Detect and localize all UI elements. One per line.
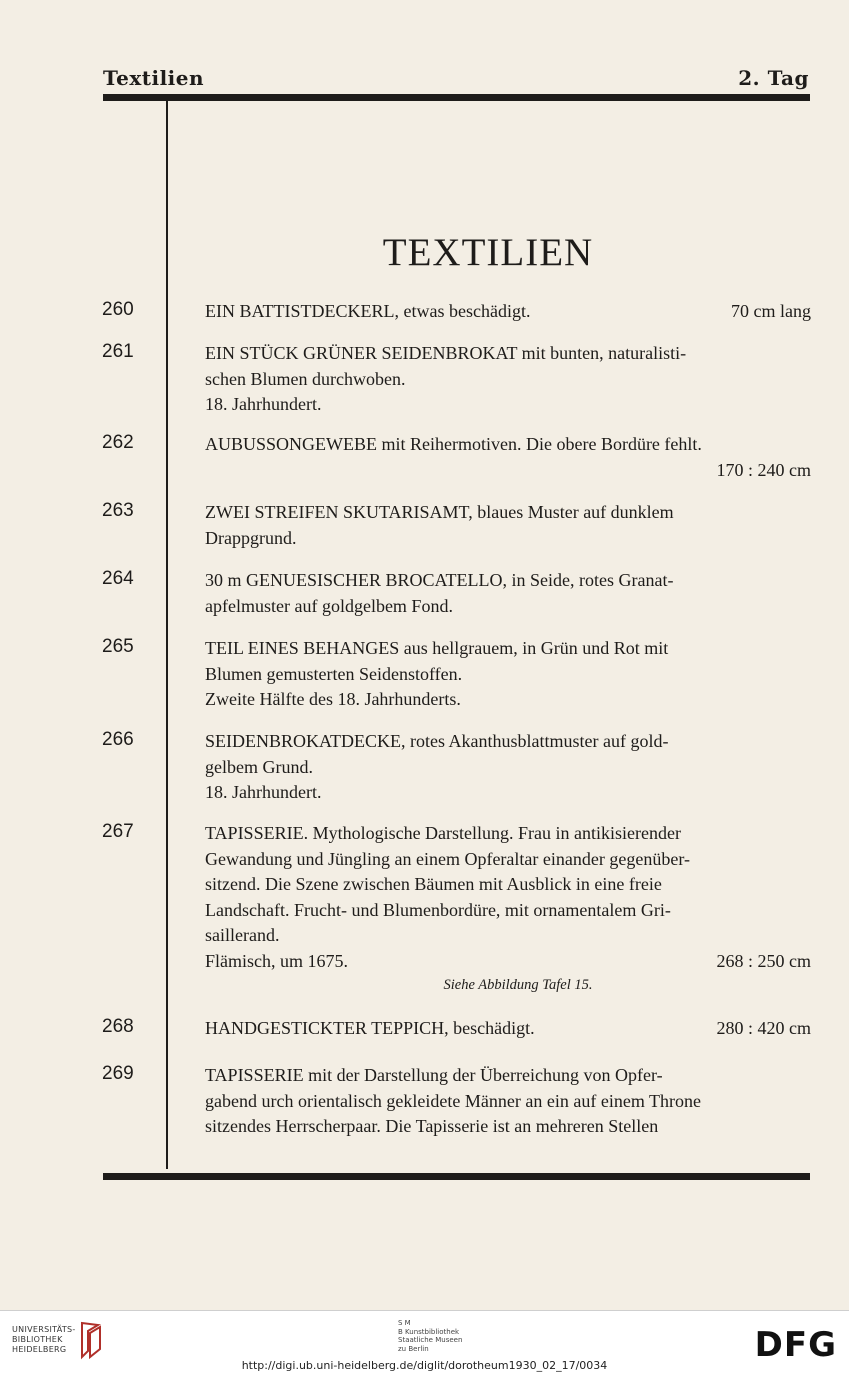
- entry-text: [205, 568, 811, 619]
- entry-text: [205, 341, 811, 418]
- entry-number: 260: [102, 299, 134, 320]
- entry-line: Drappgrund.: [205, 527, 297, 548]
- entry-number: 264: [102, 568, 134, 589]
- entry-description: HANDGESTICKTER TEPPICH, beschädigt.: [205, 1018, 535, 1038]
- entry-line: apfelmuster auf goldgelbem Fond.: [205, 595, 453, 616]
- entry-number: 263: [102, 500, 134, 521]
- entry-line: gelbem Grund.: [205, 756, 313, 777]
- running-header-section: Textilien: [103, 66, 205, 90]
- entry-text: [205, 821, 811, 996]
- entry-number: 267: [102, 821, 134, 842]
- entry-line: ZWEI STREIFEN SKUTARISAMT, blaues Muster auf dunklem: [205, 502, 674, 522]
- uni-label-line: BIBLIOTHEK: [12, 1335, 63, 1344]
- entry-line: [205, 299, 811, 325]
- top-rule: [103, 94, 810, 101]
- entry-dimensions: 70 cm lang: [731, 301, 811, 321]
- permalink-url[interactable]: http://digi.ub.uni-heidelberg.de/diglit/dorotheum1930_02_17/0034: [241, 1359, 608, 1372]
- entry-line: [205, 1016, 811, 1042]
- entry-line: TAPISSERIE mit der Darstellung der Überreichung von Opfer-: [205, 1065, 663, 1085]
- museum-credit: [398, 1319, 462, 1353]
- entry-number: 262: [102, 432, 134, 453]
- credit-line: B Kunstbibliothek: [398, 1327, 460, 1336]
- entry-line: Gewandung und Jüngling an einem Opferaltar einander gegenüber-: [205, 848, 690, 869]
- entry-line: Landschaft. Frucht- und Blumenbordüre, mit ornamentalem Gri-: [205, 899, 671, 920]
- entry-line: TEIL EINES BEHANGES aus hellgrauem, in Grün und Rot mit: [205, 638, 669, 658]
- entry-line: SEIDENBROKATDECKE, rotes Akanthusblattmuster auf gold-: [205, 731, 669, 751]
- entry-dimensions: 170 : 240 cm: [716, 459, 811, 480]
- entry-number: 261: [102, 341, 134, 362]
- entry-line: TAPISSERIE. Mythologische Darstellung. Frau in antikisierender: [205, 823, 681, 843]
- entry-text: [205, 1063, 811, 1140]
- entry-text: [205, 299, 811, 325]
- entry-number: 266: [102, 729, 134, 750]
- entry-line: sitzend. Die Szene zwischen Bäumen mit Ausblick in eine freie: [205, 874, 662, 894]
- digitization-footer: [0, 1310, 849, 1374]
- university-library-label: [12, 1325, 76, 1355]
- entry-line: Zweite Hälfte des 18. Jahrhunderts.: [205, 689, 461, 709]
- entry-dimensions: 268 : 250 cm: [716, 950, 811, 971]
- entry-line: 18. Jahrhundert.: [205, 394, 322, 414]
- entry-line: EIN STÜCK GRÜNER SEIDENBROKAT mit bunten, naturalisti-: [205, 343, 687, 363]
- dfg-logo[interactable]: DFG: [754, 1325, 837, 1365]
- entry-line: Blumen gemusterten Seidenstoffen.: [205, 663, 463, 684]
- entry-text: [205, 500, 811, 551]
- credit-line: zu Berlin: [398, 1344, 429, 1353]
- entry-text: [205, 1016, 811, 1042]
- entry-line: schen Blumen durchwoben.: [205, 368, 406, 389]
- entry-line: 30 m GENUESISCHER BROCATELLO, in Seide, rotes Granat-: [205, 570, 674, 590]
- entry-text: [205, 636, 811, 713]
- entry-line: 18. Jahrhundert.: [205, 782, 322, 802]
- plate-reference: Siehe Abbildung Tafel 15.: [443, 977, 593, 993]
- entry-origin: Flämisch, um 1675.: [205, 950, 348, 971]
- entry-line: [205, 949, 811, 975]
- entry-number: 269: [102, 1063, 134, 1084]
- uni-label-line: HEIDELBERG: [12, 1345, 67, 1354]
- entry-text: [205, 432, 811, 483]
- entry-line: AUBUSSONGEWEBE mit Reihermotiven. Die obere Bordüre fehlt.: [205, 434, 702, 454]
- entry-dimensions: 280 : 420 cm: [716, 1018, 811, 1038]
- entry-description: EIN BATTISTDECKERL, etwas beschädigt.: [205, 301, 531, 321]
- entry-number: 268: [102, 1016, 134, 1037]
- entry-number: 265: [102, 636, 134, 657]
- section-title: TEXTILIEN: [382, 231, 594, 274]
- credit-line: Staatliche Museen: [398, 1336, 463, 1344]
- entry-text: [205, 729, 811, 806]
- running-header-day: 2. Tag: [738, 66, 809, 90]
- entry-line: saillerand.: [205, 925, 280, 945]
- entry-line: gabend urch orientalisch gekleidete Männer an ein auf einem Throne: [205, 1090, 701, 1111]
- bottom-rule: [103, 1173, 810, 1180]
- uni-label-line: UNIVERSITÄTS-: [12, 1325, 76, 1334]
- credit-line: S M: [398, 1319, 411, 1327]
- entry-line: sitzendes Herrscherpaar. Die Tapisserie ist an mehreren Stellen: [205, 1116, 659, 1136]
